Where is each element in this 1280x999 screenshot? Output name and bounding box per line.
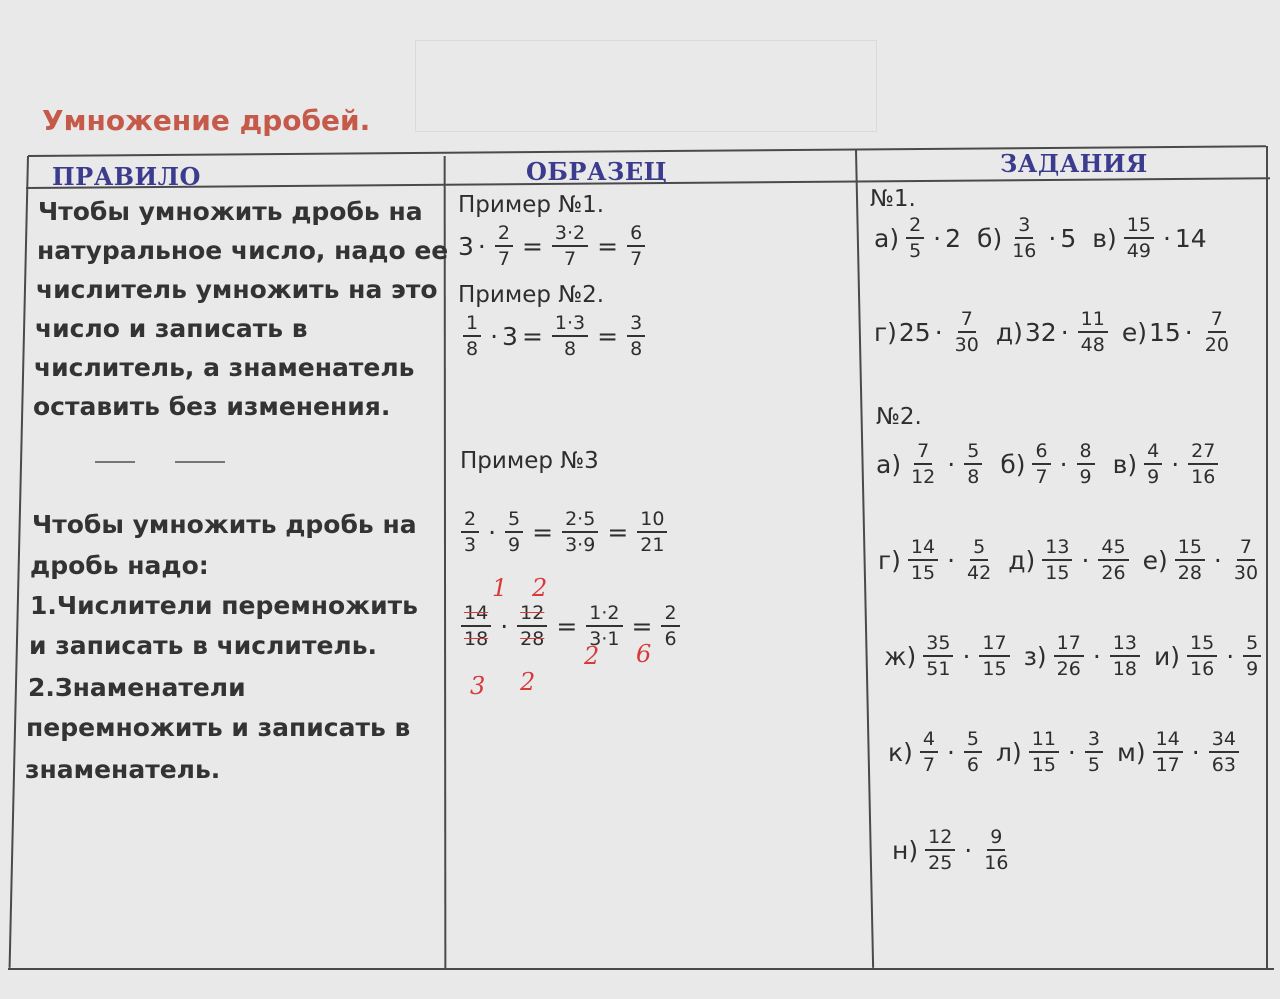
denominator: 49: [1126, 240, 1151, 262]
task-label: н): [892, 835, 919, 865]
equals-sign: =: [532, 517, 554, 547]
denominator: 51: [926, 658, 951, 680]
fraction: [562, 508, 598, 556]
rule2-line: Чтобы умножить дробь на: [32, 510, 417, 539]
numerator: 4: [1144, 440, 1162, 465]
rule2-line: дробь надо:: [30, 551, 209, 580]
fraction: [627, 312, 645, 360]
denominator: 3: [464, 534, 477, 556]
handwritten-annotation: 6: [636, 640, 652, 668]
numerator: 7: [958, 308, 976, 333]
task-label: д): [995, 317, 1023, 347]
page-title: Умножение дробей.: [42, 104, 371, 137]
numerator: 15: [1187, 632, 1217, 657]
denominator: 15: [982, 658, 1007, 680]
task-1-row-2: [874, 308, 1237, 356]
task-label: м): [1116, 737, 1146, 767]
multiply-sign: ·: [962, 641, 971, 671]
fraction: [952, 308, 982, 356]
header-rule: ПРАВИЛО: [52, 162, 201, 191]
equals-sign: =: [521, 231, 543, 261]
rule2-line: перемножить и записать в: [26, 713, 411, 742]
fraction: [925, 826, 955, 874]
denominator: 28: [1177, 562, 1202, 584]
numerator: 14: [908, 536, 938, 561]
task-2-row: [878, 536, 1266, 584]
denominator: 8: [563, 338, 577, 360]
denominator: 8: [466, 338, 479, 360]
denominator: 30: [1233, 562, 1259, 584]
fraction: [1188, 440, 1218, 488]
multiply-sign: ·: [1191, 737, 1200, 767]
bleed-through-decoration: [415, 40, 877, 132]
equals-sign: =: [597, 231, 619, 261]
fraction: [552, 312, 588, 360]
fraction: [461, 602, 491, 650]
example-1-title: Пример №1.: [458, 192, 605, 218]
fraction: [552, 222, 588, 270]
numerator: 4: [920, 728, 938, 753]
fraction: [1042, 536, 1072, 584]
fraction: [1054, 632, 1084, 680]
multiply-sign: ·: [1171, 449, 1180, 479]
task-label: к): [888, 737, 913, 767]
rule1-line: число и записать в: [35, 314, 308, 343]
equals-sign: =: [597, 321, 619, 351]
rule1-line: оставить без изменения.: [33, 392, 391, 421]
task-2-row: [884, 632, 1266, 680]
task-1-row-1: [874, 214, 1207, 262]
numerator: 7: [1208, 308, 1226, 333]
example-3: [456, 508, 672, 556]
rule1-line: натуральное число, надо ее: [37, 236, 449, 265]
fraction: [1175, 536, 1205, 584]
denominator: 7: [563, 248, 577, 270]
task-2-title: №2.: [876, 404, 922, 430]
fraction: [1243, 632, 1261, 680]
header-sample: ОБРАЗЕЦ: [526, 157, 668, 186]
handwritten-annotation: 2: [520, 668, 536, 696]
denominator: 26: [1056, 658, 1081, 680]
task-label: е): [1121, 317, 1147, 347]
fraction: [1085, 728, 1103, 776]
whole-number: 15: [1148, 317, 1181, 347]
whole-number: 5: [1060, 223, 1077, 253]
denominator: 48: [1080, 334, 1105, 356]
numerator: 1: [463, 312, 481, 337]
multiply-sign: ·: [477, 231, 486, 261]
numerator: 12: [517, 602, 547, 627]
fraction: [1032, 440, 1050, 488]
denominator: 21: [640, 534, 665, 556]
header-tasks: ЗАДАНИЯ: [1000, 149, 1148, 178]
numerator: 14: [461, 602, 491, 627]
numerator: 7: [1237, 536, 1255, 561]
task-label: в): [1092, 223, 1117, 253]
task-label: г): [878, 545, 901, 575]
numerator: 15: [1124, 214, 1154, 239]
numerator: 14: [1153, 728, 1183, 753]
multiply-sign: ·: [500, 611, 509, 641]
denominator: 42: [967, 562, 992, 584]
numerator: 2: [906, 214, 924, 239]
numerator: 3·2: [552, 222, 588, 247]
fraction: [908, 440, 938, 488]
numerator: 5: [964, 440, 982, 465]
rule2-line: знаменатель.: [25, 755, 221, 784]
task-label: д): [1008, 545, 1036, 575]
denominator: 20: [1204, 334, 1229, 356]
multiply-sign: ·: [1060, 317, 1069, 347]
numerator: 5: [964, 728, 982, 753]
multiply-sign: ·: [1059, 449, 1068, 479]
denominator: 18: [464, 628, 489, 650]
numerator: 10: [637, 508, 667, 533]
whole-number: 3: [502, 321, 518, 351]
fraction: [923, 632, 953, 680]
numerator: 3: [627, 312, 645, 337]
fraction: [1077, 440, 1095, 488]
task-label: ж): [884, 641, 917, 671]
handwritten-annotation: 2: [532, 574, 548, 602]
numerator: 45: [1098, 536, 1128, 561]
equals-sign: =: [521, 321, 543, 351]
fraction: [637, 508, 667, 556]
numerator: 2: [661, 602, 679, 627]
multiply-sign: ·: [1213, 545, 1222, 575]
numerator: 12: [925, 826, 955, 851]
multiply-sign: ·: [1067, 737, 1076, 767]
numerator: 3: [1015, 214, 1033, 239]
denominator: 9: [1246, 658, 1259, 680]
handwritten-annotation: 2: [584, 642, 600, 670]
fraction: [908, 536, 938, 584]
rule2-line: и записать в числитель.: [29, 631, 378, 660]
multiply-sign: ·: [946, 737, 955, 767]
numerator: 2: [495, 222, 513, 247]
task-label: г): [874, 317, 897, 347]
fraction: [495, 222, 513, 270]
denominator: 18: [1112, 658, 1137, 680]
task-label: б): [1000, 449, 1026, 479]
fraction: [461, 508, 479, 556]
multiply-sign: ·: [964, 835, 973, 865]
task-label: а): [874, 223, 900, 253]
numerator: 17: [1054, 632, 1084, 657]
multiply-sign: ·: [947, 449, 956, 479]
fraction: [627, 222, 645, 270]
whole-number: 32: [1024, 317, 1057, 347]
fraction: [1110, 632, 1140, 680]
example-1: [458, 222, 650, 270]
numerator: 5: [1243, 632, 1261, 657]
denominator: 16: [984, 852, 1009, 874]
fraction: [1231, 536, 1261, 584]
numerator: 6: [1032, 440, 1050, 465]
numerator: 3: [1085, 728, 1103, 753]
denominator: 6: [664, 628, 677, 650]
task-label: в): [1112, 449, 1138, 479]
denominator: 17: [1155, 754, 1180, 776]
multiply-sign: ·: [1081, 545, 1090, 575]
fraction: [1144, 440, 1162, 488]
denominator: 9: [508, 534, 521, 556]
denominator: 8: [967, 466, 980, 488]
fraction: [964, 536, 994, 584]
multiply-sign: ·: [1048, 223, 1057, 253]
denominator: 15: [1031, 754, 1056, 776]
numerator: 13: [1042, 536, 1072, 561]
numerator: 8: [1077, 440, 1095, 465]
numerator: 6: [627, 222, 645, 247]
task-label: з): [1023, 641, 1047, 671]
denominator: 63: [1211, 754, 1236, 776]
rule-separator: [175, 461, 225, 463]
fraction: [1202, 308, 1232, 356]
numerator: 2·5: [562, 508, 598, 533]
numerator: 13: [1110, 632, 1140, 657]
task-2-row: [876, 440, 1223, 488]
denominator: 7: [1035, 466, 1048, 488]
multiply-sign: ·: [933, 223, 942, 253]
fraction: [979, 632, 1009, 680]
multiply-sign: ·: [1092, 641, 1101, 671]
denominator: 7: [922, 754, 935, 776]
numerator: 15: [1175, 536, 1205, 561]
equals-sign: =: [556, 611, 578, 641]
task-label: е): [1142, 545, 1168, 575]
denominator: 28: [520, 628, 545, 650]
fraction: [1209, 728, 1239, 776]
multiply-sign: ·: [1162, 223, 1171, 253]
numerator: 5: [970, 536, 988, 561]
numerator: 2: [461, 508, 479, 533]
numerator: 34: [1209, 728, 1239, 753]
fraction: [906, 214, 924, 262]
fraction: [1153, 728, 1183, 776]
fraction: [661, 602, 679, 650]
handwritten-annotation: 3: [470, 672, 486, 700]
denominator: 26: [1101, 562, 1126, 584]
denominator: 12: [911, 466, 936, 488]
task-1-title: №1.: [870, 186, 916, 212]
fraction: [1098, 536, 1128, 584]
numerator: 11: [1078, 308, 1108, 333]
whole-number: 14: [1174, 223, 1207, 253]
fraction: [1029, 728, 1059, 776]
rule2-line: 2.Знаменатели: [28, 673, 246, 702]
example-3-title: Пример №3: [460, 448, 599, 474]
denominator: 3·9: [565, 534, 596, 556]
rule1-line: числитель умножить на это: [36, 275, 438, 304]
denominator: 25: [928, 852, 953, 874]
denominator: 16: [1190, 658, 1215, 680]
denominator: 8: [630, 338, 643, 360]
equals-sign: =: [607, 517, 629, 547]
table-left-border: [9, 156, 29, 968]
column-divider-1: [444, 156, 447, 968]
example-2-title: Пример №2.: [458, 282, 605, 308]
denominator: 6: [966, 754, 979, 776]
multiply-sign: ·: [1184, 317, 1193, 347]
denominator: 9: [1147, 466, 1160, 488]
numerator: 35: [923, 632, 953, 657]
multiply-sign: ·: [488, 517, 497, 547]
denominator: 15: [910, 562, 936, 584]
numerator: 17: [979, 632, 1009, 657]
table-right-border: [1266, 146, 1268, 968]
task-label: б): [977, 223, 1003, 253]
multiply-sign: ·: [1226, 641, 1235, 671]
rule2-line: 1.Числители перемножить: [30, 591, 418, 620]
fraction: [505, 508, 523, 556]
task-label: л): [996, 737, 1022, 767]
numerator: 27: [1188, 440, 1218, 465]
whole-number: 3: [458, 231, 474, 261]
fraction: [1124, 214, 1154, 262]
column-divider-2: [855, 150, 874, 968]
equals-sign: =: [631, 611, 653, 641]
denominator: 7: [497, 248, 510, 270]
denominator: 9: [1079, 466, 1092, 488]
multiply-sign: ·: [947, 545, 956, 575]
fraction: [1187, 632, 1217, 680]
task-2-row: [888, 728, 1244, 776]
denominator: 5: [1087, 754, 1100, 776]
whole-number: 2: [945, 223, 962, 253]
rule1-line: числитель, а знаменатель: [34, 353, 415, 382]
denominator: 30: [954, 334, 979, 356]
task-label: и): [1153, 641, 1180, 671]
numerator: 1·2: [586, 602, 622, 627]
numerator: 5: [505, 508, 523, 533]
fraction: [1078, 308, 1108, 356]
denominator: 16: [1191, 466, 1216, 488]
rule-separator: [95, 461, 135, 463]
whole-number: 25: [898, 317, 931, 347]
fraction: [920, 728, 938, 776]
example-2: [458, 312, 650, 360]
multiply-sign: ·: [934, 317, 943, 347]
denominator: 3·1: [589, 628, 620, 650]
denominator: 15: [1045, 562, 1070, 584]
denominator: 7: [630, 248, 643, 270]
denominator: 16: [1012, 240, 1037, 262]
fraction: [517, 602, 547, 650]
task-label: а): [876, 449, 902, 479]
multiply-sign: ·: [490, 321, 499, 351]
fraction: [981, 826, 1011, 874]
fraction: [1009, 214, 1039, 262]
table-bottom-border: [8, 968, 1274, 970]
numerator: 11: [1029, 728, 1059, 753]
fraction: [463, 312, 481, 360]
numerator: 1·3: [552, 312, 588, 337]
rule1-line: Чтобы умножить дробь на: [38, 197, 423, 226]
fraction: [964, 440, 982, 488]
numerator: 7: [914, 440, 932, 465]
numerator: 9: [987, 826, 1005, 851]
denominator: 5: [909, 240, 922, 262]
handwritten-annotation: 1: [492, 574, 508, 602]
task-2-row: [892, 826, 1016, 874]
fraction: [964, 728, 982, 776]
